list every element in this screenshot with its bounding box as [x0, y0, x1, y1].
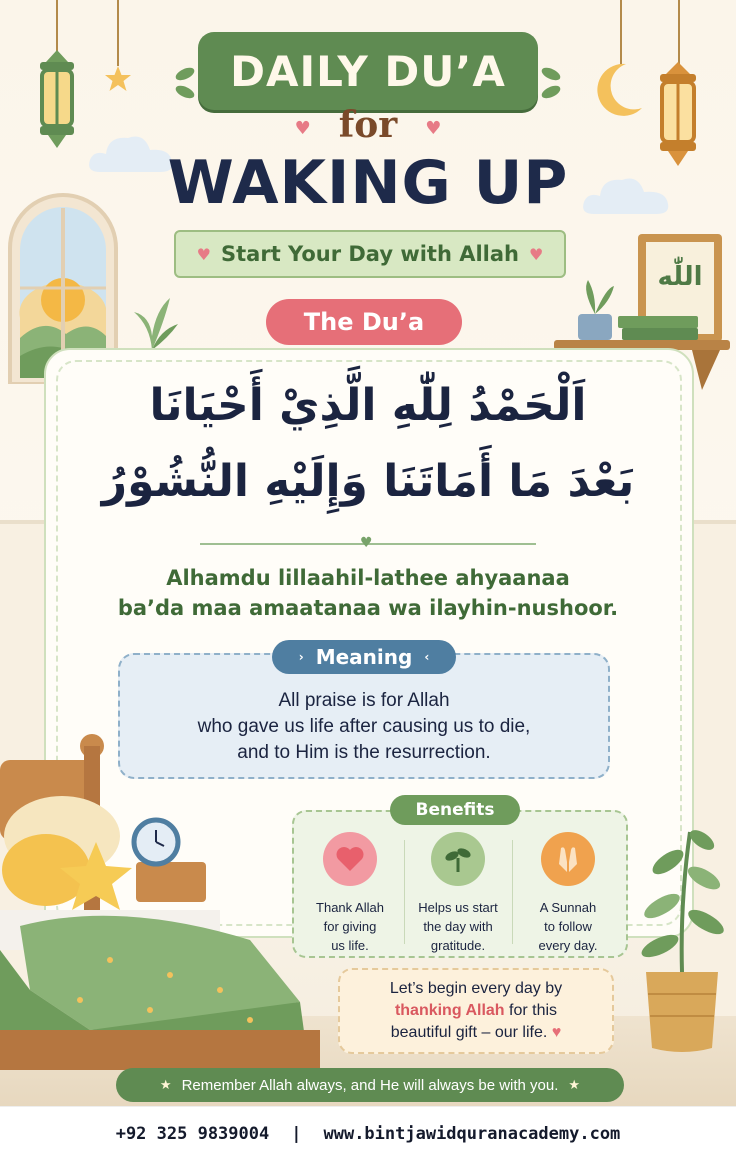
title-for-text: for — [338, 104, 398, 146]
arabic-line-2: بَعْدَ مَا أَمَاتَنَا وَإِلَيْهِ النُّشُوْرُ — [101, 456, 635, 507]
frame-calligraphy: اللّٰه — [657, 262, 703, 292]
title-waking-up: WAKING UP — [167, 148, 569, 218]
reminder-line-1: Let’s begin every day by — [389, 980, 563, 997]
plant-left-icon — [120, 286, 184, 350]
potted-plant-icon — [632, 822, 732, 1058]
meaning-line-3: and to Him is the resurrection. — [237, 742, 491, 763]
sprout-icon — [431, 832, 485, 886]
lantern-chain — [56, 0, 58, 52]
benefit-text: Helps us start — [418, 900, 498, 915]
title-for — [0, 104, 736, 146]
divider-heart-icon: ♥ — [360, 535, 373, 551]
heart-icon: ♥ — [425, 117, 442, 139]
website-link[interactable]: www.bintjawidquranacademy.com — [323, 1124, 621, 1144]
heart-icon: ♥ — [529, 244, 544, 264]
subtitle-ribbon — [174, 230, 566, 278]
reminder-highlight: thanking Allah — [394, 1002, 505, 1019]
benefit-item — [514, 832, 622, 955]
meaning-label: Meaning — [315, 645, 413, 669]
benefit-text: for giving — [323, 919, 377, 934]
star-string — [117, 0, 119, 66]
reminder-box — [338, 968, 614, 1054]
benefit-text: us life. — [331, 938, 369, 953]
benefits-label: Benefits — [415, 800, 495, 820]
star-icon: ★ — [159, 1077, 172, 1092]
heart-icon: ♥ — [294, 117, 311, 139]
chevron-right-icon: › — [298, 650, 304, 664]
benefit-text: to follow — [544, 919, 592, 934]
contact-bar — [0, 1106, 736, 1161]
dua-label: The Du’a — [303, 308, 425, 336]
transliteration-line-2: ba’da maa amaatanaa wa ilayhin-nushoor. — [117, 596, 619, 620]
benefit-text: the day with — [423, 919, 493, 934]
benefit-separator — [512, 840, 513, 944]
reminder-line-3: beautiful gift – our life. — [390, 1024, 548, 1041]
subtitle-text: Start Your Day with Allah — [221, 242, 519, 266]
footer-banner-text: Remember Allah always, and He will always be with you. — [181, 1076, 559, 1094]
phone-number[interactable]: +92 325 9839004 — [115, 1124, 270, 1144]
benefit-text: gratitude. — [430, 938, 486, 953]
star-ornament-icon — [103, 64, 133, 94]
benefit-text: every day. — [538, 938, 598, 953]
heart-icon — [323, 832, 377, 886]
arabic-line-1: اَلْحَمْدُ لِلّٰهِ الَّذِيْ أَحْيَانَا — [149, 380, 587, 431]
lantern-chain-right — [678, 0, 680, 64]
title-daily-dua: DAILY DU’A — [230, 46, 506, 96]
benefit-item — [296, 832, 404, 955]
title-banner — [198, 32, 538, 110]
benefits-label-pill — [390, 795, 520, 825]
benefit-item — [404, 832, 512, 955]
bed-illustration — [0, 730, 336, 1070]
meaning-line-2: who gave us life after causing us to die, — [197, 716, 531, 737]
contact-separator: | — [291, 1124, 302, 1144]
dua-label-pill — [266, 299, 462, 345]
praying-hands-icon — [541, 832, 595, 886]
footer-banner — [116, 1068, 624, 1102]
benefit-text: A Sunnah — [539, 900, 597, 915]
meaning-label-pill — [272, 640, 456, 674]
moon-string — [620, 0, 622, 64]
transliteration-line-1: Alhamdu lillaahil-lathee ahyaanaa — [166, 566, 570, 590]
benefit-text: Thank Allah — [316, 900, 384, 915]
heart-icon: ♥ — [196, 244, 211, 264]
chevron-left-icon: ‹ — [424, 650, 430, 664]
star-icon: ★ — [568, 1077, 581, 1092]
meaning-line-1: All praise is for Allah — [278, 690, 450, 711]
leaf-ornament-right-icon — [538, 64, 564, 104]
leaf-ornament-left-icon — [172, 64, 198, 104]
heart-icon: ♥ — [551, 1024, 562, 1041]
reminder-line-2: for this — [504, 1002, 558, 1019]
